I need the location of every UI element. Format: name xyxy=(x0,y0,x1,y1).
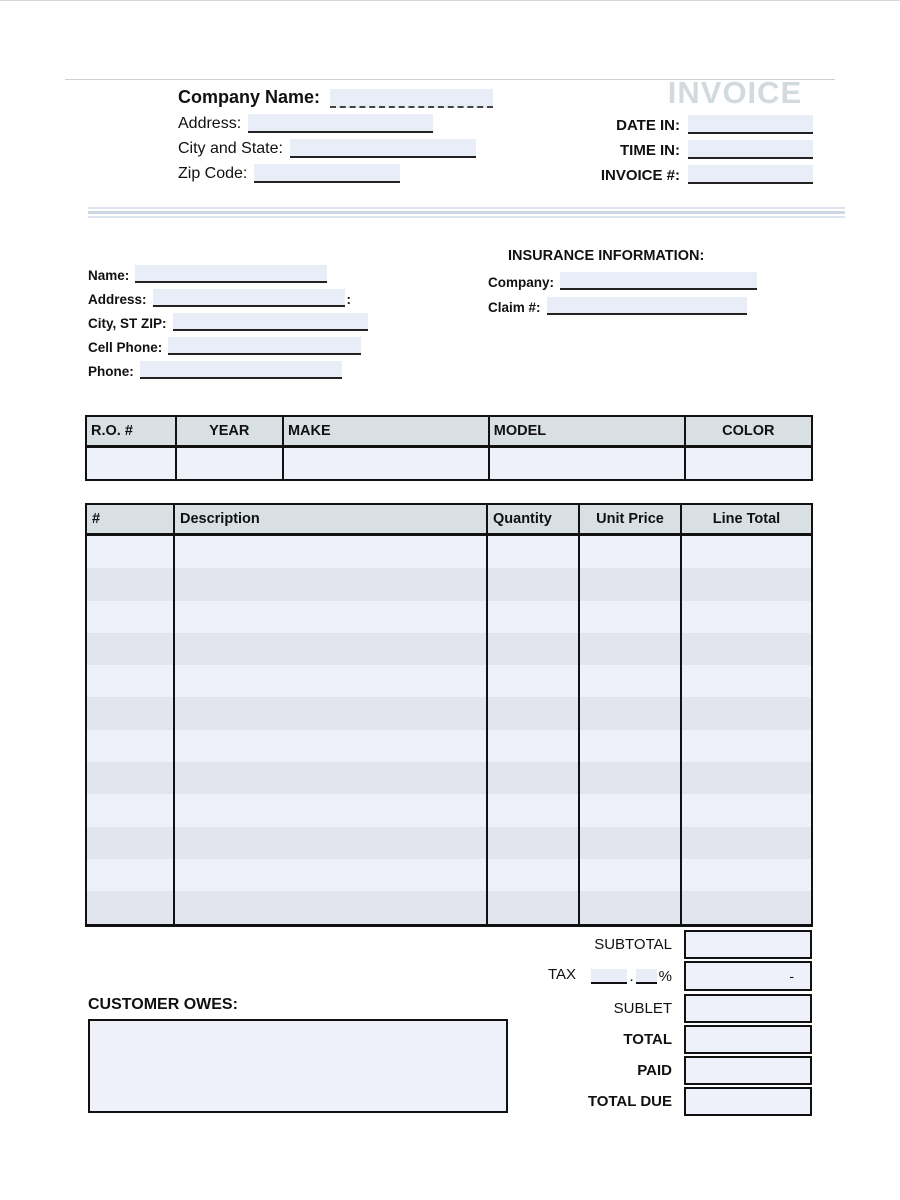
line-item-number-cell[interactable] xyxy=(87,762,175,794)
insurance-claim-row xyxy=(488,297,747,315)
line-items-header-number: # xyxy=(87,505,175,533)
paid-label: PAID xyxy=(637,1062,672,1080)
line-item-unit-price-cell[interactable] xyxy=(580,794,682,826)
line-item-row xyxy=(87,633,811,665)
invoice-number-label: INVOICE #: xyxy=(600,167,680,184)
line-item-quantity-cell[interactable] xyxy=(488,762,580,794)
line-item-row xyxy=(87,859,811,891)
subtotal-value-box[interactable] xyxy=(684,930,812,959)
company-city-state-label: City and State: xyxy=(178,140,283,157)
line-item-row xyxy=(87,697,811,729)
date-in-row xyxy=(540,115,813,134)
insurance-claim-label: Claim #: xyxy=(488,300,541,315)
line-item-quantity-cell[interactable] xyxy=(488,601,580,633)
line-items-header-quantity: Quantity xyxy=(488,505,580,533)
company-name-label: Company Name: xyxy=(178,87,321,107)
company-address-field[interactable] xyxy=(248,114,433,133)
line-item-quantity-cell[interactable] xyxy=(488,794,580,826)
line-item-line-total-cell[interactable] xyxy=(682,891,811,923)
customer-address-label: Address: xyxy=(88,292,147,307)
tax-decimal-point: . xyxy=(629,967,634,985)
line-item-line-total-cell[interactable] xyxy=(682,859,811,891)
company-zip-row xyxy=(178,164,400,183)
date-in-label: DATE IN: xyxy=(616,117,680,134)
line-item-line-total-cell[interactable] xyxy=(682,568,811,600)
sublet-label: SUBLET xyxy=(613,999,672,1017)
total-due-label: TOTAL DUE xyxy=(587,1093,672,1111)
line-item-row xyxy=(87,730,811,762)
customer-city-label: City, ST ZIP: xyxy=(88,316,167,331)
customer-cell-phone-label: Cell Phone: xyxy=(88,340,163,355)
line-item-unit-price-cell[interactable] xyxy=(580,730,682,762)
vehicle-ro-cell[interactable] xyxy=(87,448,177,479)
line-item-description-cell[interactable] xyxy=(175,794,488,826)
total-due-value-box[interactable] xyxy=(684,1087,812,1116)
line-item-line-total-cell[interactable] xyxy=(682,536,811,568)
customer-name-label: Name: xyxy=(88,268,130,283)
line-items-header-line-total: Line Total xyxy=(712,511,781,527)
line-item-description-cell[interactable] xyxy=(175,891,488,923)
subtotal-row xyxy=(85,930,812,959)
vehicle-header-make: MAKE xyxy=(284,417,490,445)
tax-percent-symbol: % xyxy=(658,967,672,985)
vehicle-color-cell[interactable] xyxy=(686,448,811,479)
company-name-row xyxy=(178,87,493,108)
line-item-row xyxy=(87,665,811,697)
line-item-number-cell[interactable] xyxy=(87,859,175,891)
vehicle-header-color: COLOR xyxy=(722,423,775,439)
line-item-line-total-cell[interactable] xyxy=(682,633,811,665)
customer-address-row xyxy=(88,289,351,307)
vehicle-table xyxy=(85,415,813,481)
customer-owes-label: CUSTOMER OWES: xyxy=(88,996,238,1013)
line-item-unit-price-cell[interactable] xyxy=(580,859,682,891)
customer-city-row xyxy=(88,313,368,331)
sublet-value-box[interactable] xyxy=(684,994,812,1023)
line-item-line-total-cell[interactable] xyxy=(682,794,811,826)
tax-label-group xyxy=(85,961,684,991)
company-city-state-field[interactable] xyxy=(290,139,476,158)
customer-name-field[interactable] xyxy=(135,265,327,283)
customer-phone-row xyxy=(88,361,342,379)
line-item-number-cell[interactable] xyxy=(87,794,175,826)
vehicle-table-header xyxy=(87,417,811,448)
line-item-quantity-cell[interactable] xyxy=(488,665,580,697)
total-label: TOTAL xyxy=(623,1030,672,1048)
tax-whole-field[interactable] xyxy=(591,969,627,984)
line-item-row xyxy=(87,794,811,826)
line-item-quantity-cell[interactable] xyxy=(488,633,580,665)
line-item-line-total-cell[interactable] xyxy=(682,762,811,794)
line-items-body xyxy=(87,536,811,924)
invoice-number-field[interactable] xyxy=(688,165,813,184)
line-item-row xyxy=(87,762,811,794)
line-item-unit-price-cell[interactable] xyxy=(580,665,682,697)
line-item-unit-price-cell[interactable] xyxy=(580,697,682,729)
line-item-unit-price-cell[interactable] xyxy=(580,891,682,923)
customer-address-suffix: : xyxy=(346,292,352,307)
vehicle-header-model: MODEL xyxy=(490,417,686,445)
vehicle-model-cell[interactable] xyxy=(490,448,686,479)
customer-phone-field[interactable] xyxy=(140,361,342,379)
line-item-line-total-cell[interactable] xyxy=(682,697,811,729)
header-divider-rule xyxy=(88,207,845,219)
customer-address-field[interactable] xyxy=(153,289,345,307)
line-item-row xyxy=(87,891,811,923)
paid-value-box[interactable] xyxy=(684,1056,812,1085)
invoice-watermark-title: INVOICE xyxy=(667,75,803,110)
time-in-row xyxy=(540,140,813,159)
subtotal-label: SUBTOTAL xyxy=(594,936,672,953)
line-item-quantity-cell[interactable] xyxy=(488,859,580,891)
insurance-claim-field[interactable] xyxy=(547,297,747,315)
line-item-number-cell[interactable] xyxy=(87,601,175,633)
line-item-number-cell[interactable] xyxy=(87,665,175,697)
time-in-field[interactable] xyxy=(688,140,813,159)
line-item-number-cell[interactable] xyxy=(87,730,175,762)
line-item-unit-price-cell[interactable] xyxy=(580,633,682,665)
line-item-number-cell[interactable] xyxy=(87,891,175,923)
line-items-header xyxy=(87,505,811,536)
line-item-unit-price-cell[interactable] xyxy=(580,601,682,633)
time-in-label: TIME IN: xyxy=(620,142,680,159)
tax-label: TAX xyxy=(548,966,577,984)
line-item-row xyxy=(87,568,811,600)
vehicle-header-year: YEAR xyxy=(177,417,284,445)
line-items-table xyxy=(85,503,813,927)
customer-city-field[interactable] xyxy=(173,313,368,331)
line-item-description-cell[interactable] xyxy=(175,859,488,891)
line-item-description-cell[interactable] xyxy=(175,633,488,665)
line-item-quantity-cell[interactable] xyxy=(488,536,580,568)
company-address-label: Address: xyxy=(178,115,242,132)
line-item-number-cell[interactable] xyxy=(87,697,175,729)
line-item-unit-price-cell[interactable] xyxy=(580,762,682,794)
tax-value-box[interactable]: - xyxy=(684,961,812,991)
line-item-description-cell[interactable] xyxy=(175,568,488,600)
line-item-number-cell[interactable] xyxy=(87,827,175,859)
line-items-header-description: Description xyxy=(175,505,488,533)
line-item-number-cell[interactable] xyxy=(87,568,175,600)
insurance-company-row xyxy=(488,272,757,290)
line-item-quantity-cell[interactable] xyxy=(488,827,580,859)
line-item-quantity-cell[interactable] xyxy=(488,891,580,923)
vehicle-make-cell[interactable] xyxy=(284,448,490,479)
line-item-description-cell[interactable] xyxy=(175,762,488,794)
line-item-line-total-cell[interactable] xyxy=(682,827,811,859)
line-item-quantity-cell[interactable] xyxy=(488,730,580,762)
company-zip-label: Zip Code: xyxy=(178,165,248,182)
insurance-company-field[interactable] xyxy=(560,272,757,290)
vehicle-year-cell[interactable] xyxy=(177,448,284,479)
line-item-description-cell[interactable] xyxy=(175,536,488,568)
company-address-row xyxy=(178,114,433,133)
invoice-number-row xyxy=(540,165,813,184)
vehicle-table-row xyxy=(87,448,811,479)
line-item-unit-price-cell[interactable] xyxy=(580,827,682,859)
line-item-row xyxy=(87,601,811,633)
line-item-description-cell[interactable] xyxy=(175,601,488,633)
company-name-field[interactable] xyxy=(330,89,493,108)
line-item-row xyxy=(87,536,811,568)
line-item-row xyxy=(87,827,811,859)
line-item-line-total-cell[interactable] xyxy=(682,730,811,762)
line-item-description-cell[interactable] xyxy=(175,730,488,762)
line-item-number-cell[interactable] xyxy=(87,536,175,568)
company-zip-field[interactable] xyxy=(254,164,400,183)
line-item-description-cell[interactable] xyxy=(175,827,488,859)
insurance-section-title: INSURANCE INFORMATION: xyxy=(508,248,705,264)
company-city-state-row xyxy=(178,139,476,158)
customer-cell-phone-row xyxy=(88,337,361,355)
customer-owes-box[interactable] xyxy=(88,1019,508,1113)
tax-fraction-field[interactable] xyxy=(636,969,657,984)
customer-cell-phone-field[interactable] xyxy=(168,337,361,355)
line-items-header-unit-price: Unit Price xyxy=(580,505,682,533)
insurance-company-label: Company: xyxy=(488,275,555,290)
line-item-quantity-cell[interactable] xyxy=(488,697,580,729)
line-item-line-total-cell[interactable] xyxy=(682,665,811,697)
total-value-box[interactable] xyxy=(684,1025,812,1054)
customer-phone-label: Phone: xyxy=(88,364,134,379)
customer-name-row xyxy=(88,265,327,283)
line-item-quantity-cell[interactable] xyxy=(488,568,580,600)
vehicle-header-ro: R.O. # xyxy=(87,417,177,445)
line-item-description-cell[interactable] xyxy=(175,665,488,697)
tax-row xyxy=(85,961,812,991)
date-in-field[interactable] xyxy=(688,115,813,134)
line-item-unit-price-cell[interactable] xyxy=(580,568,682,600)
line-item-unit-price-cell[interactable] xyxy=(580,536,682,568)
line-item-description-cell[interactable] xyxy=(175,697,488,729)
line-item-line-total-cell[interactable] xyxy=(682,601,811,633)
line-item-number-cell[interactable] xyxy=(87,633,175,665)
